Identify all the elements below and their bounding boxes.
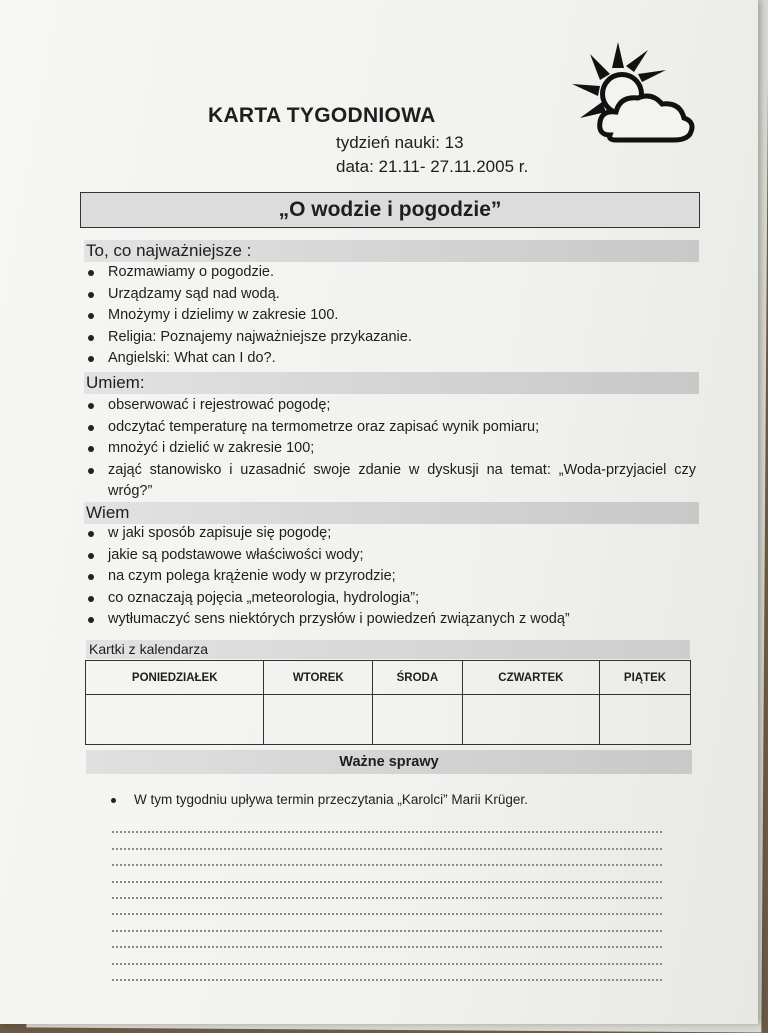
list-item: odczytać temperaturę na termometrze oraz zapisać wynik pomiaru; [84, 417, 696, 439]
day-friday: PIĄTEK [600, 661, 691, 695]
cell-wednesday [373, 695, 463, 745]
sun-cloud-icon [570, 40, 700, 150]
important-matters-header: Ważne sprawy [86, 750, 692, 774]
cell-friday [600, 695, 691, 745]
calendar-header: Kartki z kalendarza [86, 640, 690, 659]
theme-title: „O wodzie i pogodzie” [278, 198, 502, 221]
list-item: jakie są podstawowe właściwości wody; [84, 545, 696, 567]
important-note [112, 792, 528, 807]
dotted-line [112, 850, 662, 866]
day-monday: PONIEDZIAŁEK [86, 661, 264, 695]
page-title: KARTA TYGODNIOWA [208, 104, 436, 127]
calendar-table [85, 660, 691, 745]
cell-tuesday [264, 695, 373, 745]
section-important-header: To, co najważniejsze : [84, 240, 699, 262]
day-wednesday: ŚRODA [373, 661, 463, 695]
list-item: Urządzamy sąd nad wodą. [84, 284, 696, 306]
wiem-list [84, 523, 696, 631]
day-tuesday: WTOREK [264, 661, 373, 695]
list-item: co oznaczają pojęcia „meteorologia, hydrologia”; [84, 588, 696, 610]
list-item: w jaki sposób zapisuje się pogodę; [84, 523, 696, 545]
dotted-line [112, 899, 662, 915]
list-item: Mnożymy i dzielimy w zakresie 100. [84, 305, 696, 327]
section-umiem-header: Umiem: [84, 372, 699, 394]
dotted-line [112, 932, 662, 948]
cell-monday [86, 695, 264, 745]
writing-lines [112, 817, 662, 981]
list-item: obserwować i rejestrować pogodę; [84, 395, 696, 417]
list-item: Religia: Poznajemy najważniejsze przykazanie. [84, 327, 696, 349]
list-item: Rozmawiamy o pogodzie. [84, 262, 696, 284]
section-wiem-header: Wiem [84, 502, 699, 524]
note-text: W tym tygodniu upływa termin przeczytania „Karolci” Marii Krüger. [134, 792, 528, 807]
week-number: tydzień nauki: 13 [336, 133, 464, 152]
list-item: mnożyć i dzielić w zakresie 100; [84, 438, 696, 460]
dotted-line [112, 866, 662, 882]
dotted-line [112, 915, 662, 931]
dotted-line [112, 965, 662, 981]
dotted-line [112, 817, 662, 833]
cell-thursday [462, 695, 599, 745]
umiem-list [84, 395, 696, 503]
dotted-line [112, 948, 662, 964]
theme-box [80, 192, 700, 228]
list-item: zająć stanowisko i uzasadnić swoje zdanie w dyskusji na temat: „Woda-przyjaciel czy wróg?” [84, 460, 696, 503]
list-item: Angielski: What can I do?. [84, 348, 696, 370]
day-thursday: CZWARTEK [462, 661, 599, 695]
important-list [84, 262, 696, 370]
list-item: wytłumaczyć sens niektórych przysłów i powiedzeń związanych z wodą” [84, 609, 696, 631]
dotted-line [112, 833, 662, 849]
list-item: na czym polega krążenie wody w przyrodzie; [84, 566, 696, 588]
date-range: data: 21.11- 27.11.2005 r. [336, 157, 529, 176]
dotted-line [112, 883, 662, 899]
